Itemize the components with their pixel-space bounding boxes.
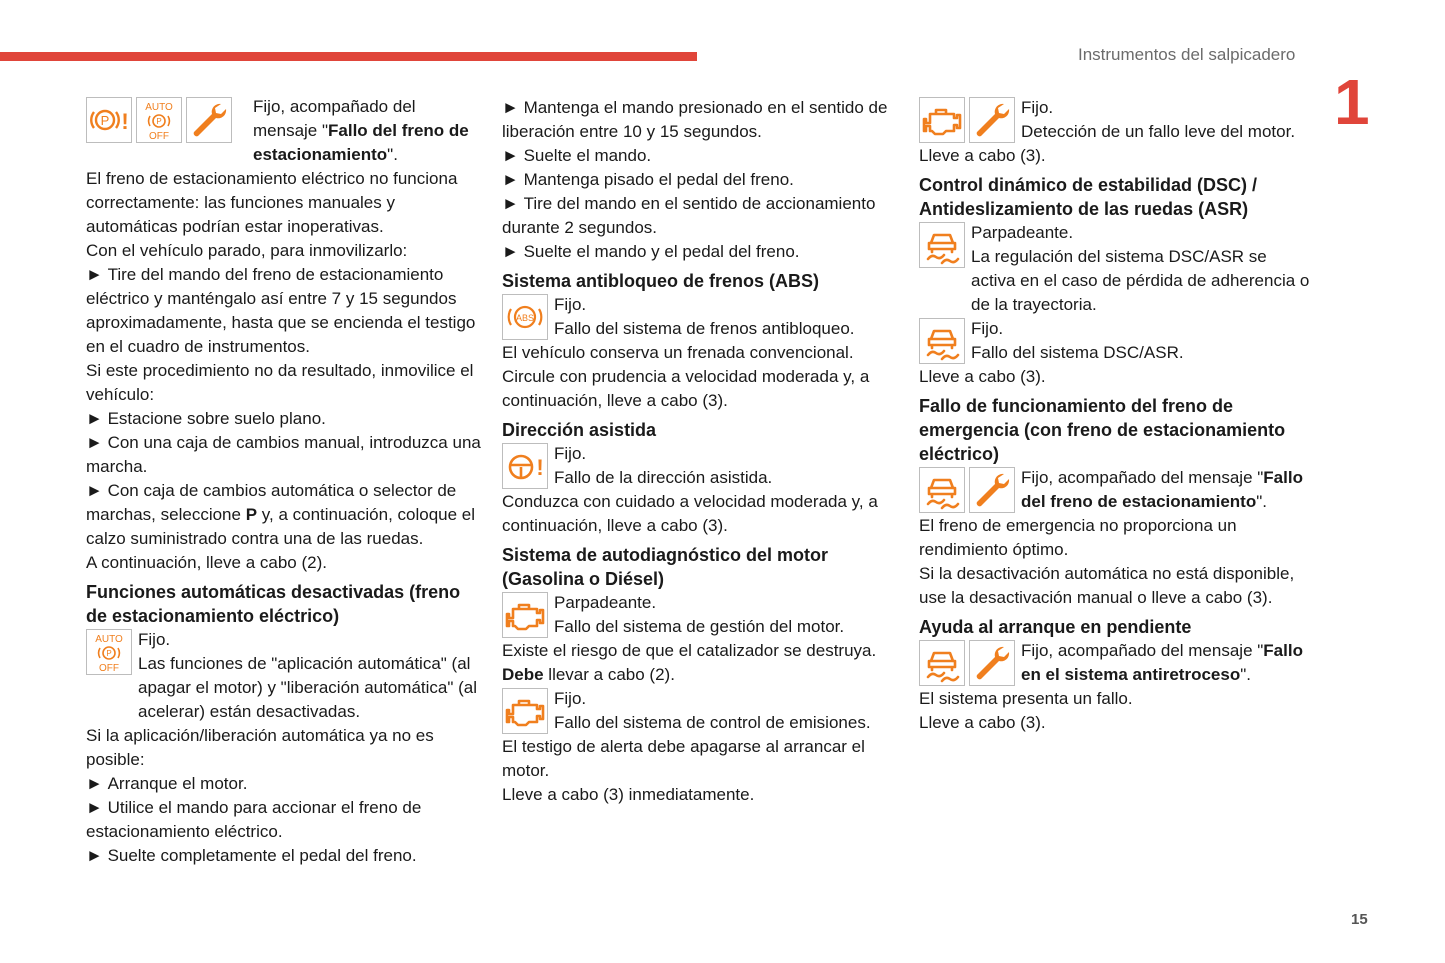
paragraph: El freno de emergencia no proporciona un rendimiento óptimo. — [919, 516, 1237, 559]
message-bold: Fallo en el sistema antiretroceso — [1021, 641, 1303, 684]
parking-brake-warning-icon — [86, 97, 132, 143]
list-item: ► Suelte el mando. — [502, 144, 900, 168]
abs-warning-icon — [502, 294, 548, 340]
hill-start-text — [1021, 639, 1314, 687]
engine-warning-icon — [502, 592, 548, 638]
section-heading: Sistema antibloqueo de frenos (ABS) — [502, 271, 820, 291]
message-suffix: ". — [1240, 665, 1251, 684]
steering-block — [502, 442, 900, 490]
section-heading: Sistema de autodiagnóstico del motor (Gasolina o Diésel) — [502, 545, 829, 589]
off-label: OFF — [99, 663, 119, 674]
section-heading: Control dinámico de estabilidad (DSC) / Antideslizamiento de las ruedas (ASR) — [919, 175, 1258, 219]
paragraph: El sistema presenta un fallo. — [919, 689, 1133, 708]
must-bold: Debe — [502, 665, 544, 684]
engine-minor-fault-text: Fijo. Detección de un fallo leve del motor. — [1021, 98, 1296, 141]
dsc-flashing-block — [919, 221, 1314, 317]
dsc-fixed-text: Fijo. Fallo del sistema DSC/ASR. — [971, 319, 1184, 362]
message-prefix: Fijo, acompañado del mensaje " — [1021, 468, 1264, 487]
steering-text: Fijo. Fallo de la dirección asistida. — [554, 444, 773, 487]
skid-car-icon — [919, 467, 965, 513]
auto-functions-block — [86, 628, 481, 724]
list-item: ► Suelte completamente el pedal del freno. — [86, 844, 481, 868]
chapter-number: 1 — [1334, 66, 1370, 138]
engine-warning-icon — [502, 688, 548, 734]
wrench-service-icon — [969, 640, 1015, 686]
gear-p: P — [245, 505, 258, 524]
wrench-service-icon — [186, 97, 232, 143]
list-item: ► Con una caja de cambios manual, introduzca una marcha. — [86, 431, 481, 479]
engine-warning-icon — [919, 97, 965, 143]
auto-off-parking-icon — [86, 629, 132, 675]
engine-fixed-text: Fijo. Fallo del sistema de control de emisiones. — [554, 689, 871, 732]
engine-fixed-block — [502, 687, 900, 735]
abs-text: Fijo. Fallo del sistema de frenos antibloqueo. — [554, 295, 855, 338]
list-item: ► Arranque el motor. — [86, 772, 481, 796]
paragraph: Conduzca con cuidado a velocidad moderada y, a continuación, lleve a cabo (3). — [502, 492, 878, 535]
list-text: Con caja de cambios automática o selector de marchas, seleccione — [86, 481, 457, 524]
list-item: ► Estacione sobre suelo plano. — [86, 407, 481, 431]
fault-message-suffix: ". — [387, 145, 398, 164]
paragraph: Existe el riesgo de que el catalizador se destruya. — [502, 641, 877, 660]
paragraph: El vehículo conserva un frenada convencional. Circule con prudencia a velocidad moderada y, a continuación, lleve a cabo (3). — [502, 343, 870, 410]
steering-warning-icon — [502, 443, 548, 489]
paragraph: Si este procedimiento no da resultado, inmovilice el vehículo: — [86, 361, 474, 404]
column-1 — [86, 96, 481, 868]
message-prefix: Fijo, acompañado del mensaje " — [1021, 641, 1264, 660]
page-number: 15 — [1351, 911, 1368, 928]
list-item: ► Mantenga el mando presionado en el sentido de liberación entre 10 y 15 segundos. — [502, 96, 900, 144]
column-3 — [919, 96, 1314, 735]
engine-minor-fault-block — [919, 96, 1314, 144]
paragraph: Si la aplicación/liberación automática ya no es posible: — [86, 726, 434, 769]
paragraph: Si la desactivación automática no está disponible, use la desactivación manual o lleve a cabo (3). — [919, 564, 1295, 607]
list-text: y, a continuación, coloque el calzo suministrado contra una de las ruedas. — [86, 505, 476, 548]
paragraph: Lleve a cabo (3). — [919, 713, 1046, 732]
paragraph: Lleve a cabo (3) inmediatamente. — [502, 785, 755, 804]
list-item: ► Mantenga pisado el pedal del freno. — [502, 168, 900, 192]
paragraph: Lleve a cabo (3). — [919, 367, 1046, 386]
skid-car-icon — [919, 222, 965, 268]
section-heading: Ayuda al arranque en pendiente — [919, 617, 1192, 637]
hill-start-block — [919, 639, 1314, 687]
abs-block — [502, 293, 900, 341]
paragraph: El testigo de alerta debe apagarse al arrancar el motor. — [502, 737, 865, 780]
auto-label: AUTO — [95, 634, 123, 645]
list-item: ► Utilice el mando para accionar el freno de estacionamiento eléctrico. — [86, 796, 481, 844]
list-item — [86, 479, 481, 551]
skid-car-icon — [919, 318, 965, 364]
section-title: Instrumentos del salpicadero — [1078, 45, 1296, 64]
paragraph: El freno de estacionamiento eléctrico no funciona correctamente: las funciones manuales y automáticas podrían estar inoperativas. — [86, 169, 458, 236]
engine-flashing-block — [502, 591, 900, 639]
auto-label: AUTO — [145, 102, 173, 113]
dsc-fixed-block — [919, 317, 1314, 365]
emergency-brake-text — [1021, 466, 1314, 514]
svg-text:P: P — [156, 117, 162, 126]
paragraph — [502, 663, 900, 687]
wrench-service-icon — [969, 97, 1015, 143]
section-heading: Funciones automáticas desactivadas (freno de estacionamiento eléctrico) — [86, 582, 461, 626]
wrench-service-icon — [969, 467, 1015, 513]
section-heading: Fallo de funcionamiento del freno de emergencia (con freno de estacionamiento eléctrico) — [919, 396, 1286, 464]
dsc-flashing-text: Parpadeante. La regulación del sistema DSC/ASR se activa en el caso de pérdida de adherencia o de la trayectoria. — [971, 223, 1310, 314]
engine-flashing-text: Parpadeante. Fallo del sistema de gestión del motor. — [554, 593, 845, 636]
section-heading: Dirección asistida — [502, 420, 657, 440]
abs-label: ABS — [515, 313, 535, 323]
off-label: OFF — [149, 131, 169, 142]
auto-off-parking-icon — [136, 97, 182, 143]
header-accent-bar — [0, 52, 697, 61]
paragraph: A continuación, lleve a cabo (2). — [86, 553, 327, 572]
auto-functions-text: Fijo. Las funciones de "aplicación automática" (al apagar el motor) y "liberación automática" (al acelerar) están desactivadas. — [138, 630, 478, 721]
message-bold: Fallo del freno de estacionamiento — [1021, 468, 1303, 511]
fault-message-bold: Fallo del freno de estacionamiento — [253, 121, 469, 164]
skid-car-icon — [919, 640, 965, 686]
column-2 — [502, 96, 900, 807]
message-suffix: ". — [1256, 492, 1267, 511]
fault-message-prefix: Fijo, acompañado del mensaje " — [253, 97, 416, 140]
paragraph: Lleve a cabo (3). — [919, 146, 1046, 165]
list-item: ► Tire del mando en el sentido de accionamiento durante 2 segundos. — [502, 192, 900, 240]
must-rest: llevar a cabo (2). — [543, 665, 675, 684]
list-item: ► Tire del mando del freno de estacionamiento eléctrico y manténgalo así entre 7 y 15 segundos aproximadamente, hasta que se encienda el testigo en el cuadro de instrumentos. — [86, 263, 481, 359]
paragraph: Con el vehículo parado, para inmovilizarlo: — [86, 241, 408, 260]
list-item: ► Suelte el mando y el pedal del freno. — [502, 240, 900, 264]
emergency-brake-block — [919, 466, 1314, 514]
svg-text:P: P — [106, 649, 112, 658]
